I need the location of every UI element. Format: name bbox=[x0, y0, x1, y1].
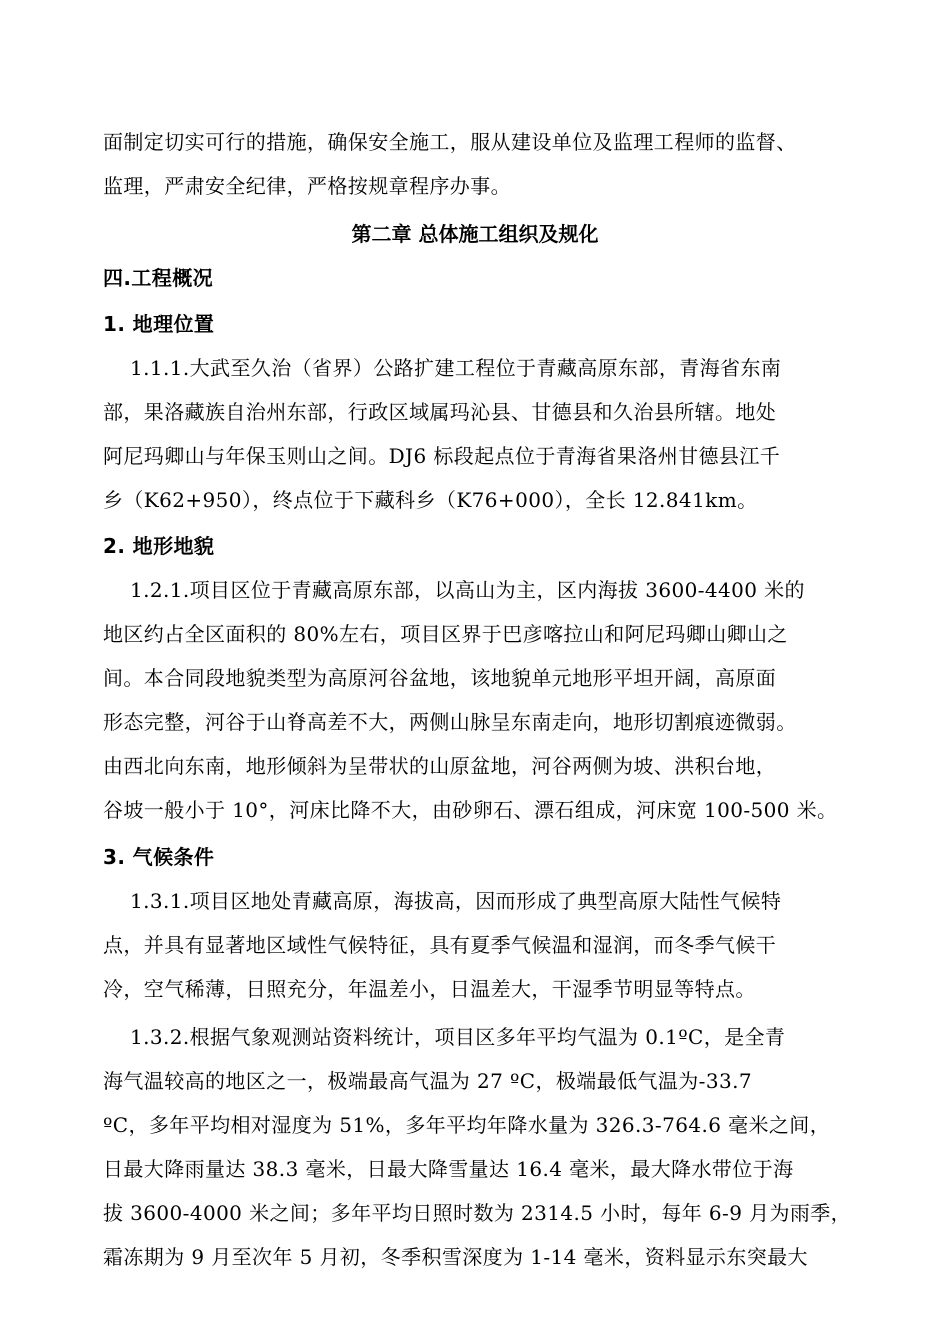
paragraph-line: 谷坡一般小于 10°，河床比降不大，由砂卵石、漂石组成，河床宽 100-500 米。 bbox=[103, 798, 838, 822]
paragraph-line: 阿尼玛卿山与年保玉则山之间。DJ6 标段起点位于青海省果洛州甘德县江千 bbox=[103, 444, 781, 468]
paragraph-line: 由西北向东南，地形倾斜为呈带状的山原盆地，河谷两侧为坡、洪积台地， bbox=[103, 754, 777, 778]
paragraph-line: 日最大降雨量达 38.3 毫米，日最大降雪量达 16.4 毫米，最大降水带位于海 bbox=[103, 1157, 794, 1181]
paragraph-line: 形态完整，河谷于山脊高差不大，两侧山脉呈东南走向，地形切割痕迹微弱。 bbox=[103, 710, 797, 734]
paragraph-line: ºC，多年平均相对湿度为 51%，多年平均年降水量为 326.3-764.6 毫米之间， bbox=[103, 1113, 831, 1137]
paragraph-line: 霜冻期为 9 月至次年 5 月初，冬季积雪深度为 1-14 毫米，资料显示东突最大 bbox=[103, 1245, 808, 1269]
paragraph-line: 1.3.1.项目区地处青藏高原，海拔高，因而形成了典型高原大陆性气候特 bbox=[130, 889, 782, 913]
subsection-title-terrain: 2. 地形地貌 bbox=[103, 534, 215, 558]
paragraph-line: 地区约占全区面积的 80%左右，项目区界于巴彦喀拉山和阿尼玛卿山卿山之 bbox=[103, 622, 788, 646]
intro-line-2: 监理，严肃安全纪律，严格按规章程序办事。 bbox=[103, 174, 511, 198]
paragraph-line: 冷，空气稀薄，日照充分，年温差小，日温差大，干湿季节明显等特点。 bbox=[103, 977, 756, 1001]
paragraph-line: 1.2.1.项目区位于青藏高原东部，以高山为主，区内海拔 3600-4400 米的 bbox=[130, 578, 805, 602]
paragraph-line: 乡（K62+950），终点位于下藏科乡（K76+000），全长 12.841km。 bbox=[103, 488, 758, 512]
subsection-title-climate: 3. 气候条件 bbox=[103, 845, 215, 869]
intro-line-1: 面制定切实可行的措施，确保安全施工，服从建设单位及监理工程师的监督、 bbox=[103, 130, 797, 154]
paragraph-line: 海气温较高的地区之一，极端最高气温为 27 ºC，极端最低气温为-33.7 bbox=[103, 1069, 752, 1093]
paragraph-line: 1.1.1.大武至久治（省界）公路扩建工程位于青藏高原东部，青海省东南 bbox=[130, 356, 782, 380]
paragraph-line: 点，并具有显著地区域性气候特征，具有夏季气候温和湿润，而冬季气候干 bbox=[103, 933, 777, 957]
paragraph-line: 间。本合同段地貌类型为高原河谷盆地，该地貌单元地形平坦开阔，高原面 bbox=[103, 666, 777, 690]
paragraph-line: 拔 3600-4000 米之间；多年平均日照时数为 2314.5 小时，每年 6-9 月为雨季， bbox=[103, 1201, 852, 1225]
subsection-title-location: 1. 地理位置 bbox=[103, 312, 215, 336]
section-title: 四.工程概况 bbox=[103, 266, 213, 290]
paragraph-line: 部，果洛藏族自治州东部，行政区域属玛沁县、甘德县和久治县所辖。地处 bbox=[103, 400, 777, 424]
paragraph-line: 1.3.2.根据气象观测站资料统计，项目区多年平均气温为 0.1ºC，是全青 bbox=[130, 1025, 786, 1049]
chapter-title: 第二章 总体施工组织及规化 bbox=[351, 222, 599, 246]
